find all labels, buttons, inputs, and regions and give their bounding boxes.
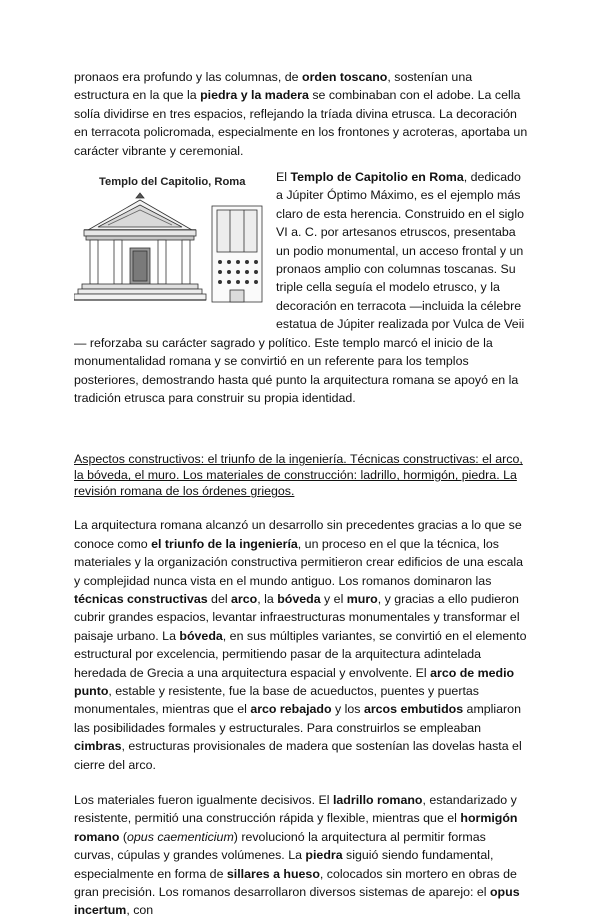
bold-term: arco rebajado	[250, 702, 332, 717]
document-page	[74, 68, 529, 920]
paragraph-etruscan-temple: pronaos era profundo y las columnas, de orden toscano, sostenían una estructura en la que la piedra y la madera se combinaban con el adobe. La cella solía dividirse en tres espacios, reflejando la tríada divina etrusca. La decoración en terracota policromada, especialmente en los frontones y acroteras, aportaba un carácter vibrante y ceremonial.	[74, 70, 528, 158]
italic-term: opus caementicium	[127, 829, 234, 844]
paragraph-engineering: La arquitectura romana alcanzó un desarrollo sin precedentes gracias a lo que se conoce como el triunfo de la ingeniería, un proceso en el que la técnica, los materiales y la organización constructiva permitieron crear edificios de una escala y complejidad nunca vista en el mundo antiguo. Los romanos dominaron las técnicas constructivas del arco, la bóveda y el muro, y gracias a ello pudieron cubrir grandes espacios, levantar infraestructuras monumentales y transformar el paisaje urbano. La bóveda, en sus múltiples variantes, se convirtió en el elemento estructural por excelencia, permitiendo pasar de la arquitectura adintelada heredada de Grecia a una arquitectura espacial y envolvente. El arco de medio punto, estable y resistente, fue la base de acueductos, puentes y puertas monumentales, mientras que el arco rebajado y los arcos embutidos ampliaron las posibilidades formales y estructurales. Para construirlos se empleaban cimbras, estructuras provisionales de madera que sostenían las dovelas hasta el cierre del arco.	[74, 518, 527, 772]
bold-term: orden toscano	[302, 70, 388, 84]
bold-term: opus incertum	[74, 885, 520, 918]
bold-term: arco de medio punto	[74, 665, 515, 698]
bold-term: arcos embutidos	[363, 702, 464, 717]
bold-term: técnicas constructivas	[74, 591, 208, 606]
bold-term: hormigón romano	[74, 811, 518, 844]
bold-term: arco	[231, 591, 258, 606]
bold-term: sillares a hueso	[226, 866, 320, 881]
bold-term: muro	[346, 591, 378, 606]
bold-term: bóveda	[179, 628, 223, 643]
bold-term: piedra y la madera	[200, 88, 309, 103]
bold-term: bóveda	[277, 591, 321, 606]
bold-term: el triunfo de la ingeniería	[151, 536, 298, 551]
bold-term: Templo de Capitolio en Roma	[290, 170, 464, 185]
bold-term: ladrillo romano	[332, 793, 423, 807]
paragraph-materials: Los materiales fueron igualmente decisivos. El ladrillo romano, estandarizado y resistente, permitió una construcción rápida y flexible, mientras que el hormigón romano (opus caementicium) revolucionó la arquitectura al permitir formas curvas, cúpulas y grandes volúmenes. La piedra siguió siendo fundamental, especialmente en forma de sillares a hueso, colocados sin mortero en obras de gran precisión. Los romanos desarrollaron diversos sistemas de aparejo: el opus incertum, con	[74, 793, 520, 918]
figure-title: Templo del Capitolio, Roma	[99, 176, 246, 189]
temple-figure	[74, 170, 268, 318]
paragraph-capitol-temple: El Templo de Capitolio en Roma, dedicado a Júpiter Óptimo Máximo, es el ejemplo más claro de esta herencia. Construido en el siglo VI a. C. por artesanos etruscos, presentaba un podio monumental, un acceso frontal y un pronaos amplio con columnas toscanas. Su triple cella seguía el modelo etrusco, y la decoración en terracota —incluida la célebre estatua de Júpiter realizada por Vulca de Veii— reforzaba su carácter sagrado y político. Este templo marcó el inicio de la monumentalidad romana y se convirtió en un referente para los templos posteriores, demostrando hasta qué punto la arquitectura romana se apoyó en la tradición etrusca para construir su propia identidad.	[74, 170, 525, 405]
bold-term: piedra	[305, 848, 343, 863]
section-heading: Aspectos constructivos: el triunfo de la ingeniería. Técnicas constructivas: el arco, la bóveda, el muro. Los materiales de construcción: ladrillo, hormigón, piedra. La revisión romana de los órdenes griegos.	[74, 452, 523, 499]
temple-drawing-icon	[74, 192, 268, 312]
bold-term: cimbras	[74, 739, 122, 754]
